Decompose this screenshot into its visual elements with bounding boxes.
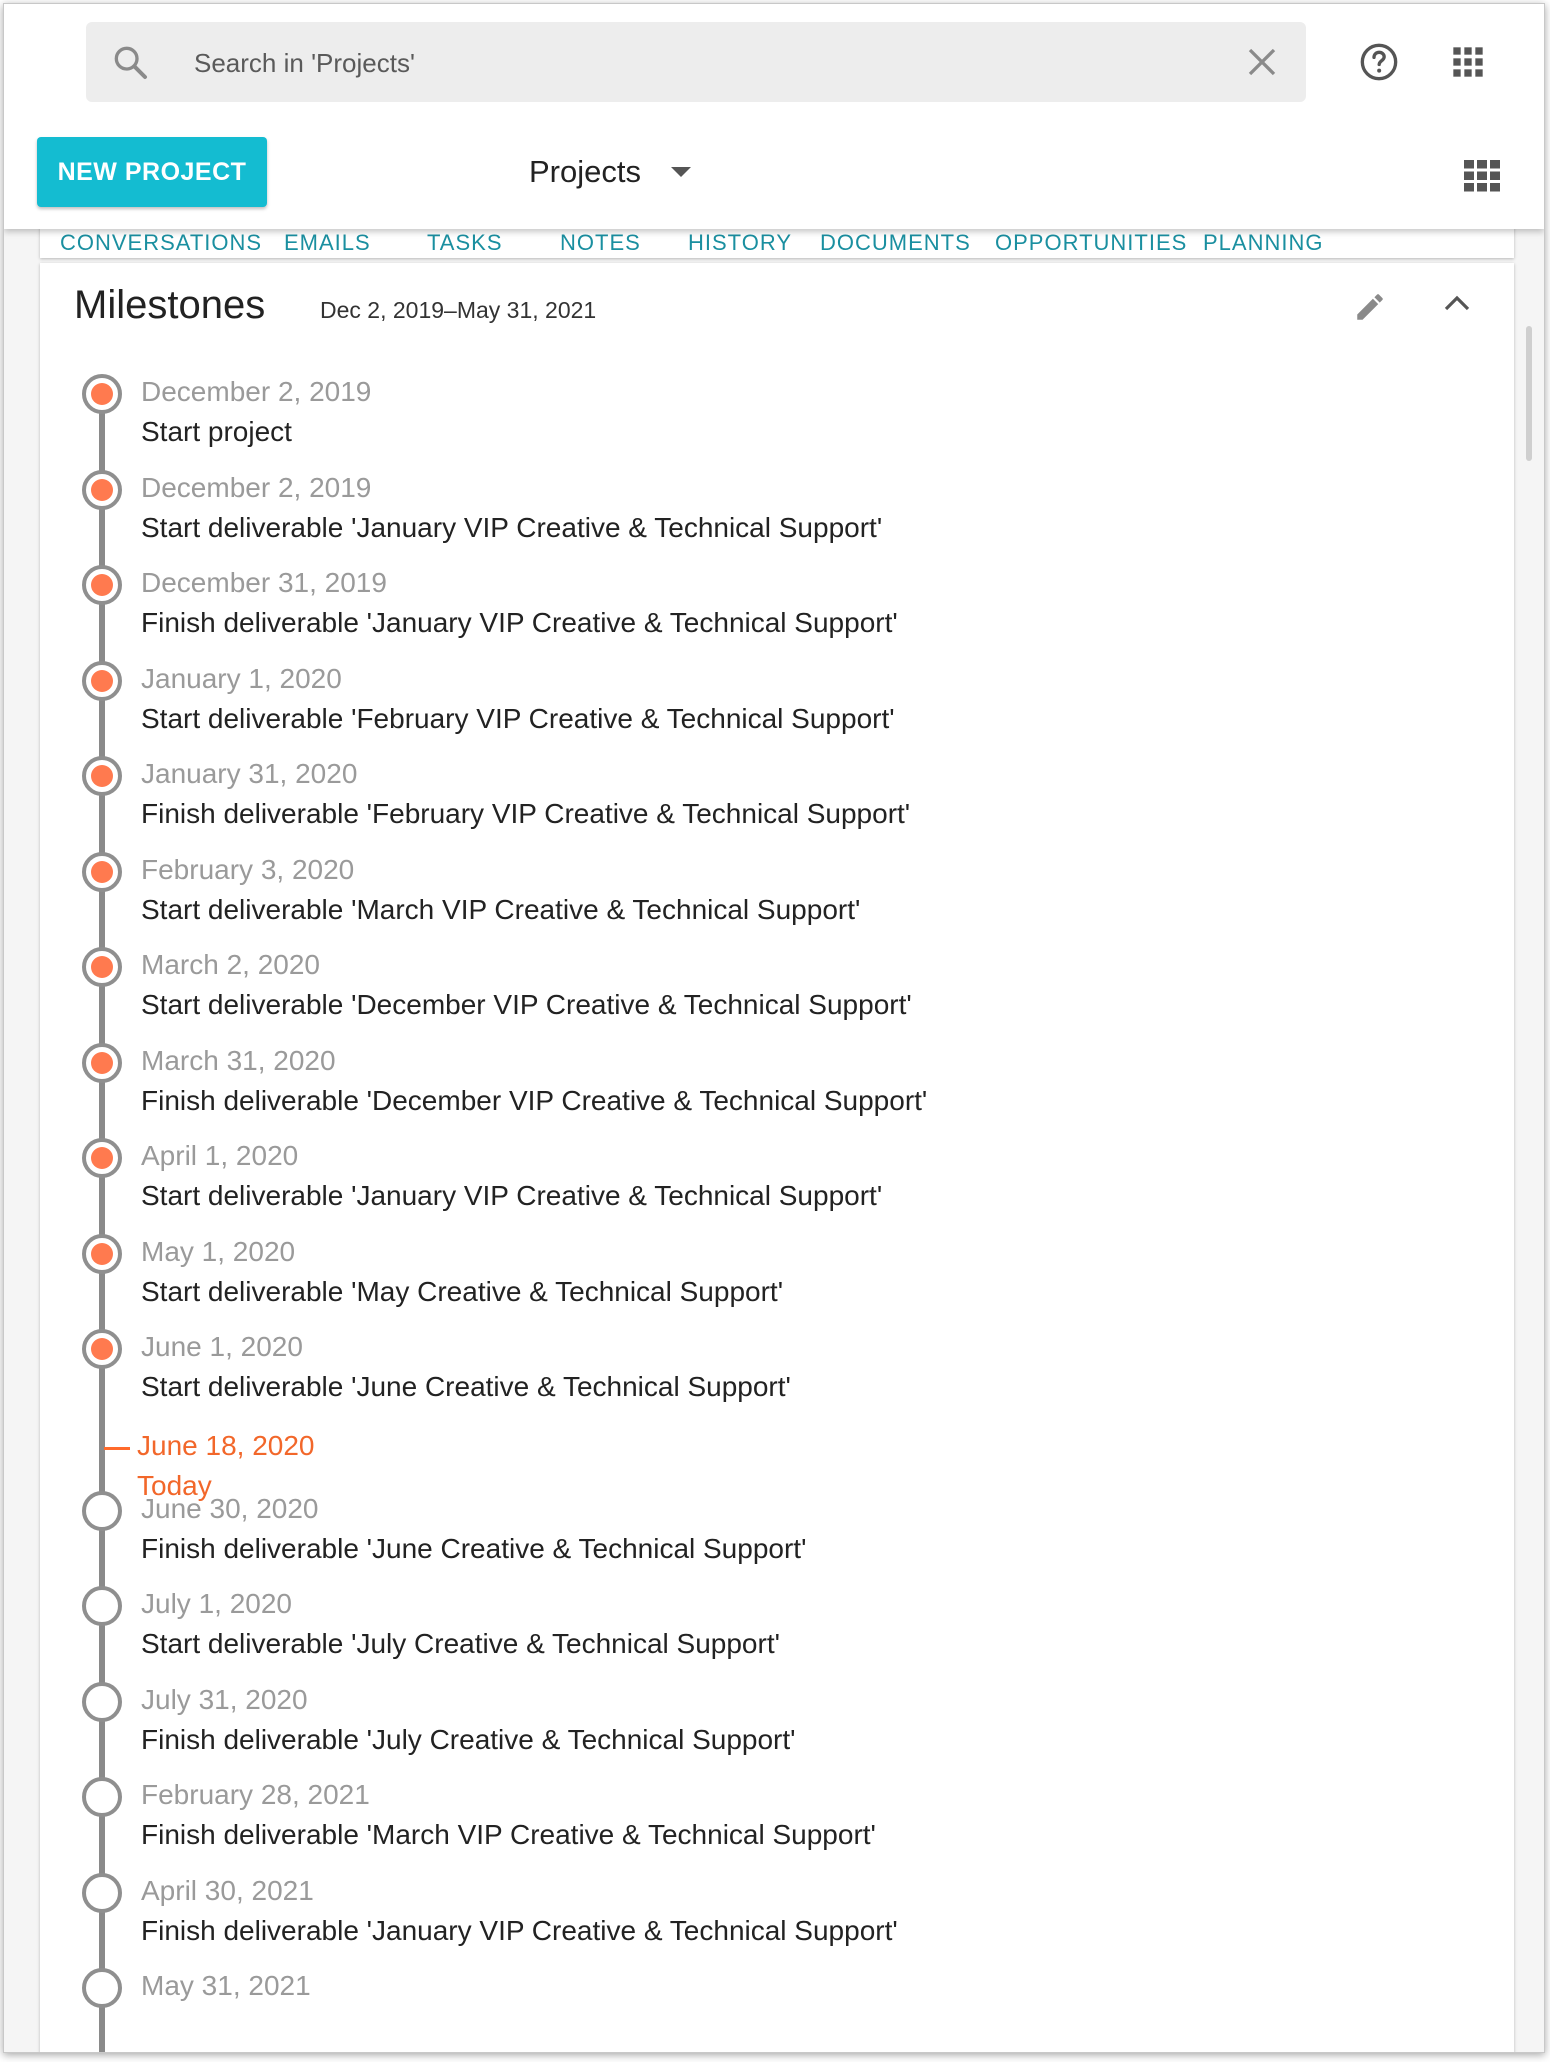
milestone-date: December 2, 2019 bbox=[141, 471, 372, 503]
projects-dropdown-label: Projects bbox=[529, 154, 641, 189]
milestone-completed-dot bbox=[82, 756, 122, 796]
projects-dropdown[interactable] bbox=[529, 144, 693, 200]
search-bar[interactable] bbox=[86, 22, 1306, 102]
app-bar bbox=[4, 4, 1544, 229]
milestone-description: Start project bbox=[141, 416, 292, 447]
today-label: Today bbox=[137, 1470, 212, 1501]
milestone-item bbox=[40, 1777, 1340, 1857]
milestone-pending-dot bbox=[82, 1682, 122, 1722]
milestone-item bbox=[40, 1586, 1340, 1666]
milestone-description: Start deliverable 'January VIP Creative & Technical Support' bbox=[141, 1180, 883, 1211]
milestone-description: Start deliverable 'May Creative & Technical Support' bbox=[141, 1275, 784, 1307]
milestone-date: April 30, 2021 bbox=[141, 1874, 314, 1906]
search-input[interactable] bbox=[192, 22, 1196, 104]
milestone-date: March 2, 2020 bbox=[141, 949, 320, 980]
milestone-description: Finish deliverable 'March VIP Creative & Technical Support' bbox=[141, 1819, 876, 1850]
milestone-description: Finish deliverable 'January VIP Creative & Technical Support' bbox=[141, 607, 898, 638]
milestone-completed-dot bbox=[82, 470, 122, 510]
milestone-item bbox=[40, 852, 1340, 932]
milestone-description: Start deliverable 'February VIP Creative & Technical Support' bbox=[141, 702, 895, 734]
milestone-date: February 28, 2021 bbox=[141, 1779, 370, 1810]
milestone-completed-dot bbox=[82, 1234, 122, 1274]
new-project-button[interactable]: NEW PROJECT bbox=[37, 137, 267, 207]
tab-documents[interactable]: DOCUMENTS bbox=[820, 230, 971, 255]
milestone-pending-dot bbox=[82, 1777, 122, 1817]
milestone-completed-dot bbox=[82, 852, 122, 892]
edit-icon[interactable] bbox=[1353, 290, 1387, 324]
milestone-description: Start deliverable 'March VIP Creative & Technical Support' bbox=[141, 893, 861, 925]
milestone-description: Finish deliverable 'January VIP Creative & Technical Support' bbox=[141, 1914, 898, 1946]
app-window bbox=[3, 3, 1545, 2053]
milestones-card bbox=[40, 263, 1514, 2053]
milestone-date: June 1, 2020 bbox=[141, 1331, 303, 1362]
milestones-title: Milestones bbox=[74, 283, 266, 327]
tab-opportunities[interactable]: OPPORTUNITIES bbox=[995, 230, 1188, 255]
milestone-date: March 31, 2020 bbox=[141, 1044, 336, 1076]
tab-notes[interactable]: NOTES bbox=[560, 230, 641, 255]
milestone-date: January 31, 2020 bbox=[141, 758, 358, 789]
chevron-up-icon[interactable] bbox=[1442, 293, 1472, 313]
milestone-description: Start deliverable 'June Creative & Technical Support' bbox=[141, 1371, 791, 1402]
milestone-description: Start deliverable 'January VIP Creative & Technical Support' bbox=[141, 511, 883, 543]
milestone-description: Finish deliverable 'December VIP Creative & Technical Support' bbox=[141, 1084, 928, 1116]
milestone-pending-dot bbox=[82, 1586, 122, 1626]
milestone-completed-dot bbox=[82, 374, 122, 414]
milestone-item bbox=[40, 1329, 1340, 1409]
tab-history[interactable]: HISTORY bbox=[688, 230, 792, 255]
milestone-date: July 31, 2020 bbox=[141, 1683, 308, 1715]
help-icon[interactable] bbox=[1359, 42, 1399, 82]
milestone-item bbox=[40, 1043, 1340, 1123]
milestone-item bbox=[40, 1138, 1340, 1218]
view-grid-icon[interactable] bbox=[1464, 160, 1500, 192]
milestone-date: February 3, 2020 bbox=[141, 853, 355, 885]
close-icon[interactable] bbox=[1244, 44, 1280, 80]
chevron-down-icon bbox=[669, 165, 693, 179]
tab-tasks[interactable]: TASKS bbox=[427, 230, 503, 255]
milestone-item bbox=[40, 756, 1340, 836]
today-date: June 18, 2020 bbox=[137, 1430, 315, 1461]
milestone-item bbox=[40, 374, 1340, 454]
milestone-completed-dot bbox=[82, 565, 122, 605]
milestone-description: Finish deliverable 'June Creative & Technical Support' bbox=[141, 1532, 807, 1564]
milestone-date: April 1, 2020 bbox=[141, 1140, 299, 1171]
search-icon bbox=[110, 42, 150, 82]
tab-conversations[interactable]: CONVERSATIONS bbox=[60, 230, 263, 255]
milestone-item bbox=[40, 661, 1340, 741]
milestones-date-range: Dec 2, 2019–May 31, 2021 bbox=[320, 297, 597, 323]
milestone-completed-dot bbox=[82, 1043, 122, 1083]
tab-emails[interactable]: EMAILS bbox=[284, 230, 371, 255]
milestone-pending-dot bbox=[82, 1968, 122, 2008]
milestone-date: May 1, 2020 bbox=[141, 1235, 296, 1267]
milestone-item bbox=[40, 1968, 1340, 2048]
milestone-date: January 1, 2020 bbox=[141, 662, 342, 694]
milestone-date: May 31, 2021 bbox=[141, 1970, 311, 2001]
milestone-completed-dot bbox=[82, 1138, 122, 1178]
today-marker bbox=[40, 1430, 640, 1510]
milestone-date: December 2, 2019 bbox=[141, 376, 372, 407]
milestone-date: December 31, 2019 bbox=[141, 567, 387, 598]
milestone-pending-dot bbox=[82, 1873, 122, 1913]
milestone-completed-dot bbox=[82, 661, 122, 701]
milestone-date: June 30, 2020 bbox=[141, 1492, 319, 1524]
milestone-description: Finish deliverable 'July Creative & Technical Support' bbox=[141, 1723, 796, 1755]
milestone-completed-dot bbox=[82, 1329, 122, 1369]
milestone-description: Start deliverable 'December VIP Creative & Technical Support' bbox=[141, 989, 912, 1020]
scrollbar[interactable] bbox=[1526, 326, 1532, 461]
milestone-item bbox=[40, 470, 1340, 550]
milestone-description: Start deliverable 'July Creative & Technical Support' bbox=[141, 1628, 780, 1659]
today-tick bbox=[104, 1447, 130, 1450]
milestone-item bbox=[40, 1682, 1340, 1762]
milestone-item bbox=[40, 1873, 1340, 1953]
milestone-item bbox=[40, 947, 1340, 1027]
milestone-item bbox=[40, 1234, 1340, 1314]
milestone-item bbox=[40, 565, 1340, 645]
milestone-date: July 1, 2020 bbox=[141, 1588, 292, 1619]
apps-grid-icon[interactable] bbox=[1452, 46, 1484, 78]
tab-planning[interactable]: PLANNING bbox=[1203, 230, 1324, 255]
milestone-completed-dot bbox=[82, 947, 122, 987]
milestone-description: Finish deliverable 'February VIP Creative & Technical Support' bbox=[141, 798, 911, 829]
